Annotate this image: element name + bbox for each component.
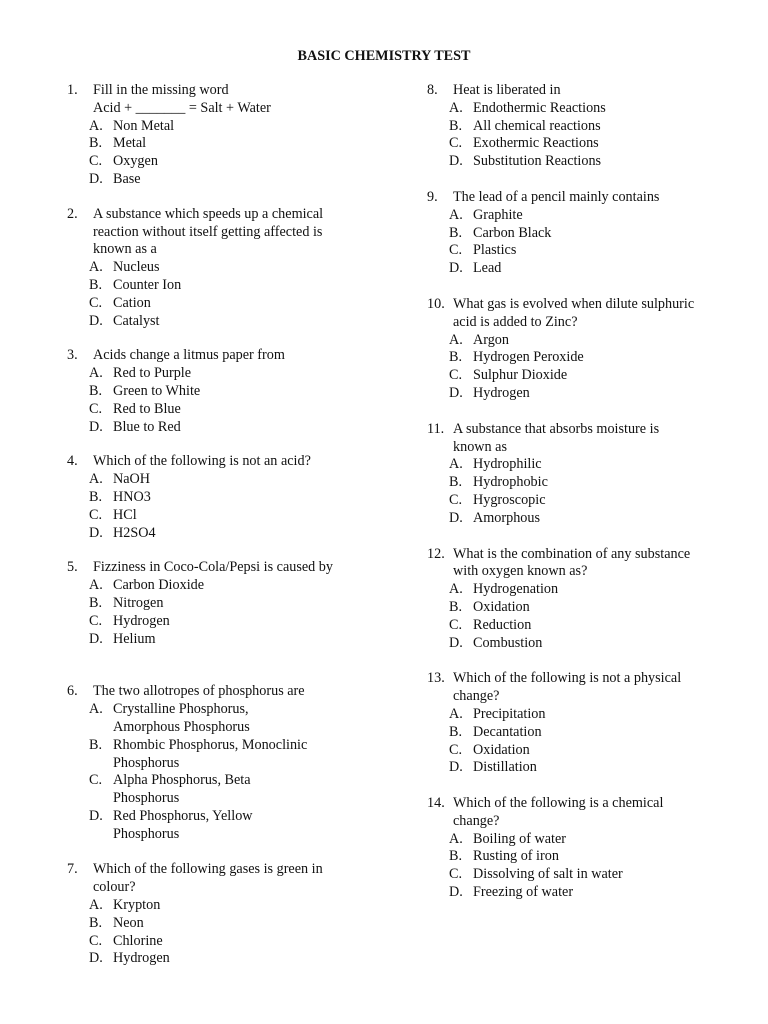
question-text: Which of the following is not an acid?: [93, 453, 311, 470]
answer-option: [67, 701, 367, 737]
question-number: 9.: [427, 188, 438, 205]
question-text: Acids change a litmus paper from: [93, 347, 285, 364]
answer-option: [67, 507, 367, 525]
answer-option: [427, 135, 737, 153]
question-item: [67, 861, 367, 968]
option-text: Nitrogen: [113, 594, 164, 611]
answer-options: [427, 831, 737, 902]
question-item: [67, 683, 367, 843]
answer-option: [67, 295, 367, 313]
question-text: What is the combination of any substance with oxygen known as?: [453, 545, 691, 580]
option-letter: D.: [89, 524, 103, 541]
option-letter: C.: [89, 612, 103, 629]
option-text: Chlorine: [113, 932, 163, 949]
answer-option: [67, 950, 367, 968]
answer-option: [427, 724, 737, 742]
option-text: Graphite: [473, 206, 523, 223]
option-letter: D.: [449, 260, 463, 277]
option-letter: D.: [89, 950, 103, 967]
answer-options: [67, 118, 367, 189]
option-letter: D.: [449, 384, 463, 401]
option-letter: B.: [89, 276, 103, 293]
option-letter: B.: [89, 488, 103, 505]
option-letter: A.: [449, 331, 463, 348]
option-letter: C.: [449, 616, 463, 633]
option-text: Hydrophilic: [473, 456, 542, 473]
option-text: Base: [113, 170, 141, 187]
answer-option: [67, 383, 367, 401]
question-text: What gas is evolved when dilute sulphuric acid is added to Zinc?: [453, 295, 695, 330]
option-letter: D.: [89, 630, 103, 647]
answer-option: [67, 313, 367, 331]
option-letter: D.: [449, 509, 463, 526]
option-text: Non Metal: [113, 117, 175, 134]
option-text: Cation: [113, 294, 151, 311]
question-item: [427, 546, 737, 653]
answer-options: [427, 332, 737, 403]
option-text: Red Phosphorus, Yellow Phosphorus: [113, 807, 253, 842]
option-letter: B.: [449, 598, 463, 615]
option-text: Blue to Red: [113, 418, 181, 435]
answer-option: [67, 471, 367, 489]
option-letter: B.: [449, 349, 463, 366]
option-text: Hydrogenation: [473, 581, 559, 598]
option-text: Nucleus: [113, 259, 160, 276]
option-letter: C.: [89, 506, 103, 523]
option-text: Oxygen: [113, 153, 158, 170]
question-item: [427, 82, 737, 171]
option-letter: A.: [449, 206, 463, 223]
answer-option: [67, 401, 367, 419]
answer-option: [427, 884, 737, 902]
answer-option: [427, 260, 737, 278]
question-number: 10.: [427, 295, 445, 312]
question-number: 11.: [427, 420, 445, 437]
answer-option: [67, 153, 367, 171]
question-text: A substance that absorbs moisture is known as: [453, 420, 660, 455]
answer-option: [427, 385, 737, 403]
option-letter: B.: [449, 848, 463, 865]
answer-option: [427, 759, 737, 777]
question-text: Fill in the missing word Acid + _______ = Salt + Water: [93, 82, 271, 116]
option-letter: B.: [89, 914, 103, 931]
option-letter: B.: [449, 474, 463, 491]
option-text: Oxidation: [473, 598, 530, 615]
option-letter: A.: [449, 456, 463, 473]
option-text: H2SO4: [113, 524, 156, 541]
option-text: Red to Purple: [113, 365, 192, 382]
option-letter: B.: [89, 736, 103, 753]
answer-option: [427, 635, 737, 653]
option-text: Helium: [113, 630, 156, 647]
option-letter: A.: [89, 365, 103, 382]
option-letter: D.: [449, 884, 463, 901]
question-number: 3.: [67, 347, 78, 364]
option-text: Metal: [113, 135, 147, 152]
option-text: Boiling of water: [473, 830, 566, 847]
answer-options: [67, 471, 367, 542]
answer-option: [427, 100, 737, 118]
question-number: 7.: [67, 861, 78, 878]
question-text: Fizziness in Coco-Cola/Pepsi is caused by: [93, 559, 333, 576]
answer-option: [427, 456, 737, 474]
option-letter: D.: [449, 153, 463, 170]
question-number: 4.: [67, 453, 78, 470]
option-text: Lead: [473, 260, 502, 277]
option-text: Red to Blue: [113, 400, 181, 417]
answer-option: [67, 915, 367, 933]
answer-options: [67, 259, 367, 330]
answer-option: [67, 772, 367, 808]
option-text: Argon: [473, 331, 509, 348]
option-letter: D.: [89, 807, 103, 824]
option-letter: B.: [89, 135, 103, 152]
option-text: Rusting of iron: [473, 848, 559, 865]
answer-option: [67, 933, 367, 951]
answer-option: [427, 581, 737, 599]
answer-option: [427, 118, 737, 136]
option-text: Decantation: [473, 723, 542, 740]
answer-option: [67, 419, 367, 437]
answer-option: [67, 259, 367, 277]
question-item: [67, 206, 367, 331]
question-text: Which of the following is not a physical change?: [453, 670, 682, 705]
answer-option: [67, 277, 367, 295]
option-letter: B.: [449, 723, 463, 740]
answer-option: [67, 613, 367, 631]
answer-option: [427, 207, 737, 225]
answer-option: [427, 492, 737, 510]
option-letter: C.: [89, 932, 103, 949]
question-item: [427, 795, 737, 902]
answer-options: [427, 581, 737, 652]
option-text: Freezing of water: [473, 884, 574, 901]
answer-option: [427, 474, 737, 492]
answer-options: [67, 701, 367, 843]
question-number: 1.: [67, 82, 78, 98]
option-text: Distillation: [473, 759, 537, 776]
answer-option: [67, 737, 367, 773]
answer-option: [427, 510, 737, 528]
answer-options: [427, 706, 737, 777]
answer-option: [427, 349, 737, 367]
answer-options: [427, 100, 737, 171]
option-text: Exothermic Reactions: [473, 135, 599, 152]
option-letter: A.: [449, 581, 463, 598]
question-item: [427, 670, 737, 777]
option-letter: A.: [449, 705, 463, 722]
question-text: A substance which speeds up a chemical reaction without itself getting affected is known as a: [93, 205, 324, 258]
question-text: The lead of a pencil mainly contains: [453, 188, 660, 205]
question-item: [427, 296, 737, 403]
answer-option: [427, 706, 737, 724]
answer-option: [67, 577, 367, 595]
answer-option: [67, 489, 367, 507]
option-letter: C.: [89, 772, 103, 789]
answer-option: [427, 367, 737, 385]
option-letter: A.: [89, 577, 103, 594]
answer-option: [67, 808, 367, 844]
option-text: Precipitation: [473, 705, 546, 722]
option-text: All chemical reactions: [473, 117, 601, 134]
right-question-column: [427, 82, 737, 902]
answer-option: [427, 742, 737, 760]
question-text: Which of the following is a chemical change?: [453, 795, 664, 829]
answer-option: [67, 631, 367, 649]
option-text: Hydrogen: [113, 612, 170, 629]
answer-option: [427, 225, 737, 243]
answer-option: [427, 617, 737, 635]
answer-option: [427, 848, 737, 866]
answer-option: [427, 599, 737, 617]
option-letter: C.: [449, 866, 463, 883]
option-letter: A.: [89, 117, 103, 134]
option-text: Carbon Black: [473, 224, 552, 241]
answer-option: [67, 595, 367, 613]
answer-options: [67, 365, 367, 436]
option-text: Hydrogen: [113, 950, 170, 967]
option-text: HNO3: [113, 488, 151, 505]
option-text: Hydrophobic: [473, 474, 548, 491]
answer-option: [67, 365, 367, 383]
option-text: Combustion: [473, 634, 543, 651]
option-text: Catalyst: [113, 312, 160, 329]
option-text: Amorphous: [473, 509, 540, 526]
answer-option: [427, 153, 737, 171]
question-item: [427, 189, 737, 278]
option-letter: A.: [89, 259, 103, 276]
option-letter: C.: [449, 367, 463, 384]
option-letter: B.: [89, 594, 103, 611]
question-text: The two allotropes of phosphorus are: [93, 683, 305, 700]
question-item: [67, 453, 367, 542]
question-number: 12.: [427, 545, 445, 562]
question-number: 2.: [67, 205, 78, 222]
answer-options: [427, 207, 737, 278]
left-question-column: [67, 82, 367, 968]
option-text: Neon: [113, 914, 144, 931]
answer-option: [427, 866, 737, 884]
page-title: BASIC CHEMISTRY TEST: [297, 48, 471, 64]
option-letter: C.: [89, 400, 103, 417]
option-letter: D.: [89, 170, 103, 187]
question-text: Heat is liberated in: [453, 82, 561, 98]
question-text: Which of the following gases is green in colour?: [93, 861, 323, 896]
option-text: Rhombic Phosphorus, Monoclinic Phosphorus: [113, 736, 308, 771]
question-number: 14.: [427, 795, 445, 812]
question-number: 5.: [67, 559, 78, 576]
option-letter: D.: [449, 634, 463, 651]
option-letter: B.: [449, 224, 463, 241]
option-letter: A.: [89, 897, 103, 914]
option-letter: D.: [89, 418, 103, 435]
option-letter: A.: [89, 701, 103, 718]
option-text: Carbon Dioxide: [113, 577, 205, 594]
option-text: Green to White: [113, 382, 201, 399]
answer-options: [67, 897, 367, 968]
answer-option: [67, 135, 367, 153]
option-text: HCl: [113, 506, 137, 523]
option-text: Oxidation: [473, 741, 530, 758]
option-text: Plastics: [473, 242, 517, 259]
answer-option: [67, 897, 367, 915]
answer-option: [427, 332, 737, 350]
answer-option: [67, 525, 367, 543]
question-number: 6.: [67, 683, 78, 700]
question-number: 13.: [427, 670, 445, 687]
option-letter: B.: [89, 382, 103, 399]
option-letter: D.: [449, 759, 463, 776]
question-number: 8.: [427, 82, 438, 98]
question-item: [67, 559, 367, 648]
option-text: Hydrogen Peroxide: [473, 349, 584, 366]
option-text: Hydrogen: [473, 384, 530, 401]
answer-options: [427, 456, 737, 527]
option-letter: C.: [449, 242, 463, 259]
option-text: NaOH: [113, 471, 151, 488]
option-letter: C.: [89, 294, 103, 311]
answer-option: [427, 831, 737, 849]
option-text: Sulphur Dioxide: [473, 367, 568, 384]
option-text: Substitution Reactions: [473, 153, 602, 170]
option-text: Krypton: [113, 897, 161, 914]
question-item: [67, 347, 367, 436]
option-letter: A.: [449, 830, 463, 847]
question-item: [427, 421, 737, 528]
option-text: Dissolving of salt in water: [473, 866, 623, 883]
option-text: Hygroscopic: [473, 491, 546, 508]
option-letter: B.: [449, 117, 463, 134]
option-letter: A.: [449, 99, 463, 116]
answer-option: [67, 118, 367, 136]
answer-option: [67, 171, 367, 189]
option-letter: C.: [89, 153, 103, 170]
option-letter: C.: [449, 491, 463, 508]
option-text: Endothermic Reactions: [473, 99, 606, 116]
answer-option: [427, 242, 737, 260]
option-letter: A.: [89, 471, 103, 488]
option-text: Counter Ion: [113, 276, 182, 293]
answer-options: [67, 577, 367, 648]
question-item: [67, 82, 367, 189]
option-text: Crystalline Phosphorus, Amorphous Phosphorus: [113, 701, 250, 735]
option-letter: D.: [89, 312, 103, 329]
option-text: Reduction: [473, 616, 532, 633]
option-letter: C.: [449, 135, 463, 152]
option-text: Alpha Phosphorus, Beta Phosphorus: [113, 772, 251, 807]
option-letter: C.: [449, 741, 463, 758]
